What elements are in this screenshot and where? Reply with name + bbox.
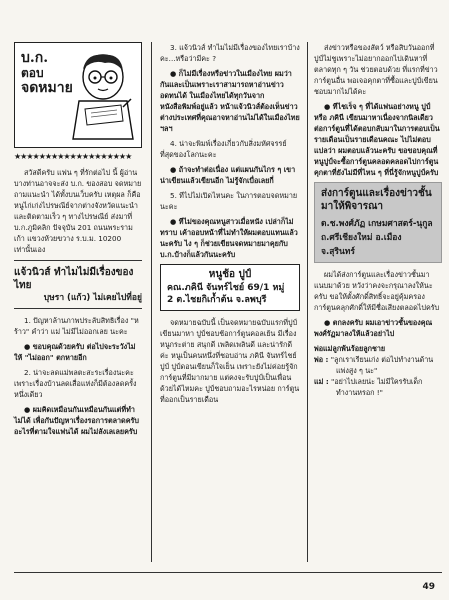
letter-paragraph: 2. น่าจะลดแม่พลตะสะระเรื่องนะคะ เพราะเรื่องบ้านลดเสื่อแห่งก็มีต้องลดครั้ง หนึ่งเดียว bbox=[14, 368, 137, 399]
reply-paragraph: ● ขอบคุณด้วยครับ ต่อไปจะระวังไม่ให้ "ไม่ออก" ตกหายอีก bbox=[14, 342, 136, 362]
reply-paragraph: ● ถ้าจะทำต่อเนื่อง แต่แผนกันไกร ๆ เขาน่าเขียนแล้วเขียนอีก ไม่รู้จักเบื่อเลยกี่ bbox=[160, 165, 296, 185]
speaker-line: "อย่าไปเลยน่ะ ไม่มีใครรับเด็กทำงานหรอก !" bbox=[331, 377, 423, 397]
letter-paragraph: 4. น่าจะพิมพ์เรื่องเกี่ยวกับสิ่งมหัศจรรย์ที่สุดของโลกนะคะ bbox=[160, 139, 287, 159]
section-title: แจ้วนิวส์ ทำไมไม่มีเรื่องของไทย bbox=[14, 267, 134, 291]
letter-paragraph: จดหมายฉบับนี้ เป็นจดหมายฉบับแรกที่ปูป์เขียนมาหา ปูป์ชอบช้อการ์ตูนคอลเย้น มีเรื่องหนูกระต่าย สนุกดี เพลิดเพลินดี และน่ารักดีค่ะ หนูเป็นคนหนึ่งที่ชอบอ่าน ภคินี จันทร์ไชย์ ปูป์ ปูป์ดอนเขียนก็ใจเย็น เพราะยังไม่ค่อยรู้จักการ์ตูนที่มีมากมาย แต่คงจะรับปูป์เป็นเพื่อนด้วยได้ไหมคะ ปูป์ชอบถามอะไรหน่อย การ์ตูนที่ออกเป็นรายเดือน bbox=[160, 317, 300, 404]
reply-paragraph: ● ก็ไม่มีเรื่องหรือข่าวในเมืองไทย ผมว่ากันและเป็นเพราะเราสามารถหาอ่านข่าวอดทนได้ ในเมืองไทยได้ทุกวันจากหนังสือพิมพ์อยู่แล้ว หน้าแจ้วนิวส์ต้องเห็นข่าวต่างประเทศที่คุณอาจหาอ่านไม่ได้ในเมืองไทย ฯลฯ bbox=[160, 69, 300, 133]
column-left bbox=[14, 42, 142, 441]
letter-heading-box bbox=[314, 182, 442, 263]
header-title-line2: ตอบ bbox=[21, 66, 44, 80]
joke-line bbox=[314, 376, 442, 398]
reply-paragraph: ● ผมคิดเหมือนกันเหมือนกันแต่ที่ทำไม่ได้ เพื่อกันปัญหาเรื่องรอการตลาดครับ อะไรที่ตามใจแฟนได้ ผมไม่ลังเลเลยครับ bbox=[14, 405, 139, 436]
speaker-label: พ่อ : bbox=[314, 355, 329, 364]
column-rule bbox=[307, 42, 308, 562]
joke-heading: พ่อแม่ลูกพ้นร้อยลูกชาย bbox=[314, 344, 386, 353]
column-rule bbox=[151, 42, 152, 562]
editor-cartoon-icon bbox=[65, 47, 139, 143]
header-box bbox=[14, 42, 142, 148]
header-title-line3: จดหมาย bbox=[21, 80, 73, 96]
letter-paragraph: 5. ทีไปไม่เปิดไหนคะ ในการตอบจดหมายนะคะ bbox=[160, 191, 298, 211]
speaker-label: แม่ : bbox=[314, 377, 329, 386]
column-middle bbox=[160, 42, 300, 409]
divider bbox=[14, 308, 142, 309]
footer-rule bbox=[14, 572, 442, 573]
divider bbox=[14, 260, 142, 261]
speaker-line: "ลูกเราเรียนเก่ง ต่อไปทำงานด้านแพ่งสูง ๆ นะ" bbox=[330, 355, 434, 375]
letter-paragraph: 3. แจ้วนิวส์ ทำไมไม่มีเรื่องของไทยเราบ้างคะ...หรือว่ามีคะ ? bbox=[160, 43, 300, 63]
page-number: 49 bbox=[422, 582, 435, 592]
joke-dialogue bbox=[314, 343, 442, 398]
letter-heading-author: คณ.ภคินี จันทร์ไชย์ 69/1 หมู่ 2 ต.ไชยกิเก้ำต้น จ.ลพบุรี bbox=[167, 282, 285, 305]
joke-line bbox=[314, 354, 442, 376]
letter-paragraph: 1. ปัญหาล้านภาพประลับสิทธิเรื่อง "หร้าว" คำว่า แม่ ไม่มีไม่ออกเลย นะคะ bbox=[14, 316, 139, 336]
letter-paragraph: ส่งข่าวหรือของสัตว์ หรือสิบวันออกที่ ปูป์ไม่ชูเพราะไม่อยากออกไปเดินหาที่ตลาดทุก ๆ วัน ช่วยตอบด้วย ที่แรกที่ข่าวการ์ตูนอื่น พอเจอคุกตาที่ซื้อและปูป์เขียนชอบมากไม่ได้คะ bbox=[314, 43, 438, 96]
letter-heading-title: หนูช้อ ปูป์ bbox=[208, 269, 252, 280]
section-author: บุษรา (แก้ว) ไม่เคยไปที่อยู่ bbox=[43, 293, 142, 303]
reply-paragraph: ● ทีไม่ของคุณหนูสาวเมื่อหนัง เปล่าก็ไม่ทราบ เค้าออบหน้าที่ไม่ทำให้ผมตอบแทนแล้วนะครับ ไง ๆ ก็ช่วยเขียนจดหมายมาคุยกับ บ.ก.บ้างก็แล้วกันนะครับ bbox=[160, 217, 298, 259]
reply-paragraph: ● ทีไชเร็จ ๆ ที่ได้แฟนอย่างหนู ปูป์ หรือ ภคินี เขียนมาหาเนื่องจากนิลเดียว ต่อการ์ตูนที่ได้ตอบกลับมาในการตอบเป็นรายเดือนเป็นรายเดือนคณะ ไปไม่ตอบแปลว่า ผมตอบแล้วนะครับ ขอขอบคุณที่หนูปูป์จะซื้อการ์ตูนคลอดคลอดไปการ์ตูนคุกตาที่ยังไม่มีที่ไหน ๆ ที่นี่รู้จักหนูปูป์ครับ bbox=[314, 102, 440, 177]
letter-heading-author: ด.ช.พงศ์ภัฏ เกษมศาสตร์-นุกูล ถ.ศรีเชียงใหม่ อ.เมือง จ.สุรินทร์ bbox=[321, 219, 433, 257]
letter-heading-title: ส่งการ์ตูนและเรื่องข่าวชั้นมาให้พิจารณา bbox=[321, 188, 432, 212]
letter-heading-box bbox=[160, 264, 300, 311]
reply-paragraph: ● ตกลงครับ ผมเอาข่าวชั้นของคุณพงศ์รัฏมาลงให้แล้วอย่าไป bbox=[314, 318, 433, 338]
header-title-line1: บ.ก. bbox=[21, 50, 49, 66]
letter-paragraph: ผมได้ส่งการ์ตูนและเรื่องข่าวชั้นมาแนบมาด้วย หวังว่าคงจะกรุณาลงให้นะครับ ขอให้ตั้งศักดิ์สิทธิ์จะอยู่คุ้มครองการ์ตูนคลุกศักดิ์ให้มีชื่อเสียงตลอดไปครับ bbox=[314, 270, 440, 312]
intro-text: สวัสดีครับ แฟน ๆ ที่รักต่อไป นี้ ผู้อ่านบางท่านอาจจะส่ง บ.ก. ของสอบ จดหมายถามแนะนำ ได้ทั้งบนเว็บครับ เหตุผล ก็คือ หนูไก่เก่งไปรษณีย์จากต่างจังหวัดแนะนำ และติดตามเร็ว ๆ ทางไปรษณีย์ ส่งมาที่ บ.ก.ภูมิคลิก ปัจจุบัน 201 ถนนพระรามเก้า แขวงห้วยขวาง ร.บ.ม. 10200 เท่านั้นเอง bbox=[14, 168, 142, 254]
column-right bbox=[314, 42, 442, 398]
star-divider: ★★★★★★★★★★★★★★★★★★★ bbox=[14, 152, 132, 161]
section-heading bbox=[14, 266, 142, 304]
